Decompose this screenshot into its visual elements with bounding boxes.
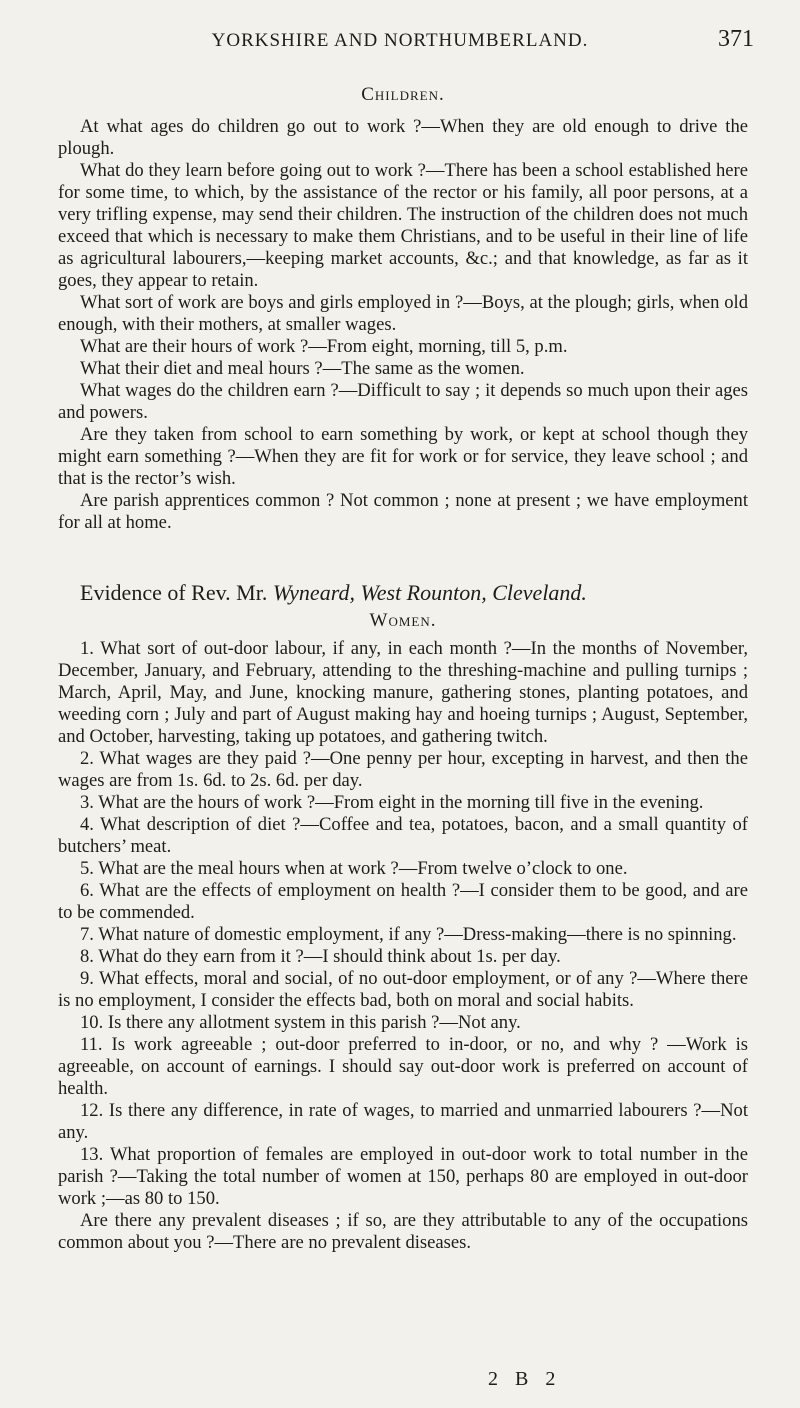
evidence-heading — [58, 580, 748, 606]
signature-mark: 2 B 2 — [488, 1368, 562, 1390]
women-paragraph: 11. Is work agreeable ; out-door preferred to in-door, or no, and why ? —Work is agreeable, on account of earnings. I should say out-door work is preferred on account of health. — [58, 1034, 748, 1099]
women-paragraph: 4. What description of diet ?—Coffee and tea, potatoes, bacon, and a small quantity of butchers’ meat. — [58, 814, 748, 857]
women-paragraph: 10. Is there any allotment system in this parish ?—Not any. — [80, 1012, 521, 1033]
children-paragraph: Are they taken from school to earn something by work, or kept at school though they might earn something ?—When they are fit for work or for service, they leave school ; and that is the rector’s wish. — [58, 424, 748, 489]
children-paragraph: What their diet and meal hours ?—The same as the women. — [80, 358, 525, 379]
evidence-prefix: Evidence of Rev. Mr. — [80, 580, 273, 605]
children-paragraphs — [58, 116, 748, 534]
children-paragraph: What wages do the children earn ?—Difficult to say ; it depends so much upon their ages and powers. — [58, 380, 748, 423]
women-paragraph: Are there any prevalent diseases ; if so, are they attributable to any of the occupations common about you ?—There are no prevalent diseases. — [58, 1210, 748, 1253]
children-paragraph: What are their hours of work ?—From eight, morning, till 5, p.m. — [80, 336, 568, 357]
evidence-name: Wyneard, West Rounton, Cleveland. — [272, 580, 587, 605]
women-paragraph: 2. What wages are they paid ?—One penny per hour, excepting in harvest, and then the wages are from 1s. 6d. to 2s. 6d. per day. — [58, 748, 748, 791]
page-body — [58, 84, 748, 1254]
women-paragraph: 3. What are the hours of work ?—From eight in the morning till five in the evening. — [80, 792, 704, 813]
women-paragraph: 13. What proportion of females are employed in out-door work to total number in the parish ?—Taking the total number of women at 150, perhaps 80 are employed in out-door work ;—as 80 to 150. — [58, 1144, 748, 1209]
women-paragraphs — [58, 638, 748, 1254]
women-paragraph: 1. What sort of out-door labour, if any, in each month ?—In the months of November, December, January, and February, attending to the threshing-machine and pulling turnips ; March, April, May, and June, knocking manure, gathering stones, planting potatoes, and weeding corn ; July and part of August making hay and hoeing turnips ; August, September, and October, harvesting, taking up potatoes, and gathering twitch. — [58, 638, 748, 747]
children-paragraph: Are parish apprentices common ? Not common ; none at present ; we have employment for all at home. — [58, 490, 748, 533]
section-heading-children: Children. — [361, 84, 445, 105]
children-paragraph: At what ages do children go out to work ?—When they are old enough to drive the plough. — [58, 116, 748, 159]
women-paragraph: 9. What effects, moral and social, of no out-door employment, or of any ?—Where there is no employment, I consider the effects bad, both on moral and social habits. — [58, 968, 748, 1011]
children-paragraph: What sort of work are boys and girls employed in ?—Boys, at the plough; girls, when old enough, with their mothers, at smaller wages. — [58, 292, 748, 335]
running-head: YORKSHIRE AND NORTHUMBERLAND. — [211, 30, 589, 51]
section-heading-women: Women. — [369, 610, 437, 631]
women-paragraph: 7. What nature of domestic employment, if any ?—Dress-making—there is no spinning. — [80, 924, 737, 945]
women-paragraph: 6. What are the effects of employment on health ?—I consider them to be good, and are to be commended. — [58, 880, 748, 923]
women-paragraph: 8. What do they earn from it ?—I should think about 1s. per day. — [80, 946, 561, 967]
women-paragraph: 5. What are the meal hours when at work ?—From twelve o’clock to one. — [80, 858, 628, 879]
children-paragraph: What do they learn before going out to work ?—There has been a school established here for some time, to which, by the assistance of the rector or his family, all poor persons, at a very trifling expense, may send their children. The instruction of the children does not much exceed that which is necessary to make them Christians, and to be useful in their line of life as agricultural labourers,—keeping market accounts, &c.; and that knowledge, as far as it goes, they appear to retain. — [58, 160, 748, 291]
women-paragraph: 12. Is there any difference, in rate of wages, to married and unmarried labourers ?—Not any. — [58, 1100, 748, 1143]
page-number: 371 — [718, 26, 754, 52]
